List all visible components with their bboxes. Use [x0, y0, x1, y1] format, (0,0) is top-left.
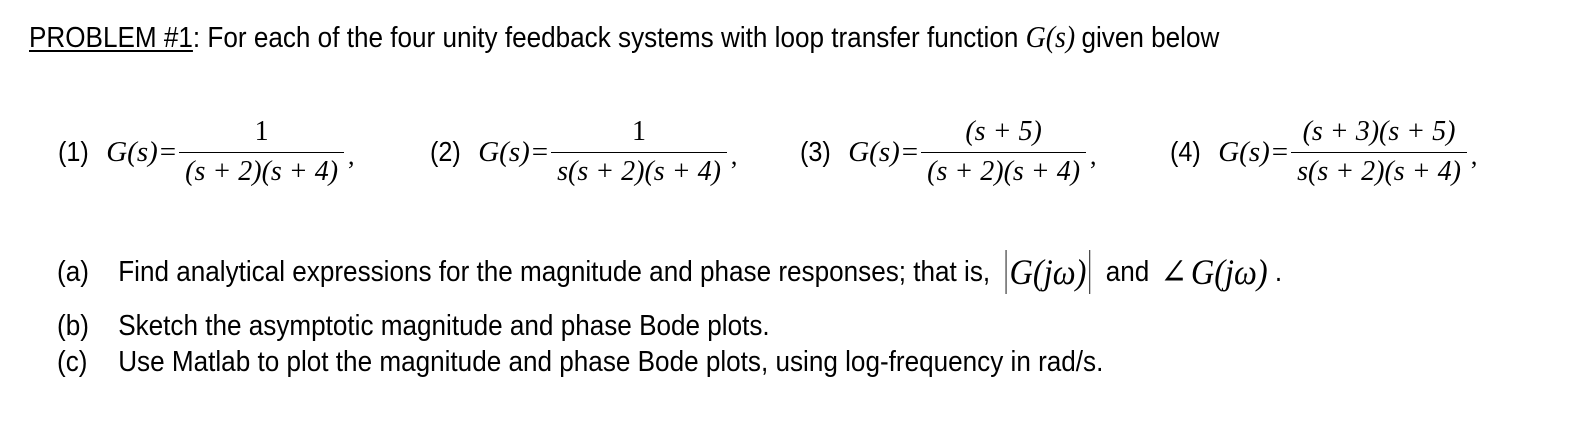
tf-fraction — [179, 116, 344, 188]
tf-equals: = — [1271, 135, 1289, 168]
tf-equals: = — [531, 135, 549, 168]
question-text: Sketch the asymptotic magnitude and phase Bode plots. — [118, 309, 770, 342]
tf-lhs: G(s) — [1218, 135, 1270, 168]
problem-intro-suffix: given below — [1081, 22, 1220, 54]
tf-label: (4) — [1170, 136, 1201, 167]
question-text: Find analytical expressions for the magnitude and phase responses; that is, — [118, 255, 991, 288]
tf-fraction — [1291, 116, 1467, 188]
tf-label: (2) — [430, 136, 461, 167]
tf-lhs: G(s) — [106, 135, 158, 168]
transfer-function-2 — [430, 112, 737, 192]
problem-tag: PROBLEM #1 — [29, 22, 193, 54]
tf-lhs: G(s) — [478, 135, 530, 168]
tf-denominator: s(s + 2)(s + 4) — [1297, 156, 1461, 188]
tf-separator: , — [1470, 141, 1478, 170]
magnitude-argument: G(jω) — [1009, 252, 1087, 292]
abs-bar-left — [1005, 250, 1006, 294]
question-label: (b) — [57, 309, 89, 342]
transfer-function-3 — [800, 112, 1097, 192]
tf-numerator: (s + 3)(s + 5) — [1302, 115, 1456, 147]
angle-icon: ∠ — [1160, 252, 1188, 292]
question-label: (a) — [57, 255, 89, 288]
tf-denominator: (s + 2)(s + 4) — [185, 156, 339, 188]
question-c — [57, 344, 1103, 380]
tf-numerator: (s + 5) — [965, 115, 1042, 147]
problem-heading — [29, 19, 1219, 55]
tf-numerator: 1 — [632, 115, 647, 147]
tf-denominator: (s + 2)(s + 4) — [927, 156, 1081, 188]
tf-lhs: G(s) — [848, 135, 900, 168]
question-end: . — [1274, 255, 1283, 288]
question-b — [57, 308, 770, 344]
abs-bar-right — [1089, 250, 1090, 294]
tf-label: (1) — [58, 136, 89, 167]
loop-transfer-symbol: G(s) — [1025, 19, 1076, 54]
question-text: Use Matlab to plot the magnitude and phase Bode plots, using log-frequency in rad/s. — [118, 345, 1104, 378]
transfer-function-1 — [58, 112, 355, 192]
question-conjunction: and — [1105, 255, 1150, 288]
magnitude-expression — [1003, 250, 1093, 294]
tf-fraction — [921, 116, 1086, 188]
tf-equals: = — [901, 135, 919, 168]
tf-fraction — [551, 116, 727, 188]
tf-numerator: 1 — [254, 115, 269, 147]
problem-intro-prefix: : For each of the four unity feedback systems with loop transfer function — [192, 22, 1019, 54]
tf-denominator: s(s + 2)(s + 4) — [557, 156, 721, 188]
phase-expression: G(jω) — [1190, 252, 1268, 292]
tf-separator: , — [730, 141, 738, 170]
tf-equals: = — [159, 135, 177, 168]
tf-separator: , — [348, 141, 355, 170]
tf-label: (3) — [800, 136, 831, 167]
tf-separator: , — [1090, 141, 1097, 170]
question-label: (c) — [57, 345, 88, 378]
question-a — [57, 246, 1282, 298]
transfer-function-4 — [1170, 112, 1477, 192]
